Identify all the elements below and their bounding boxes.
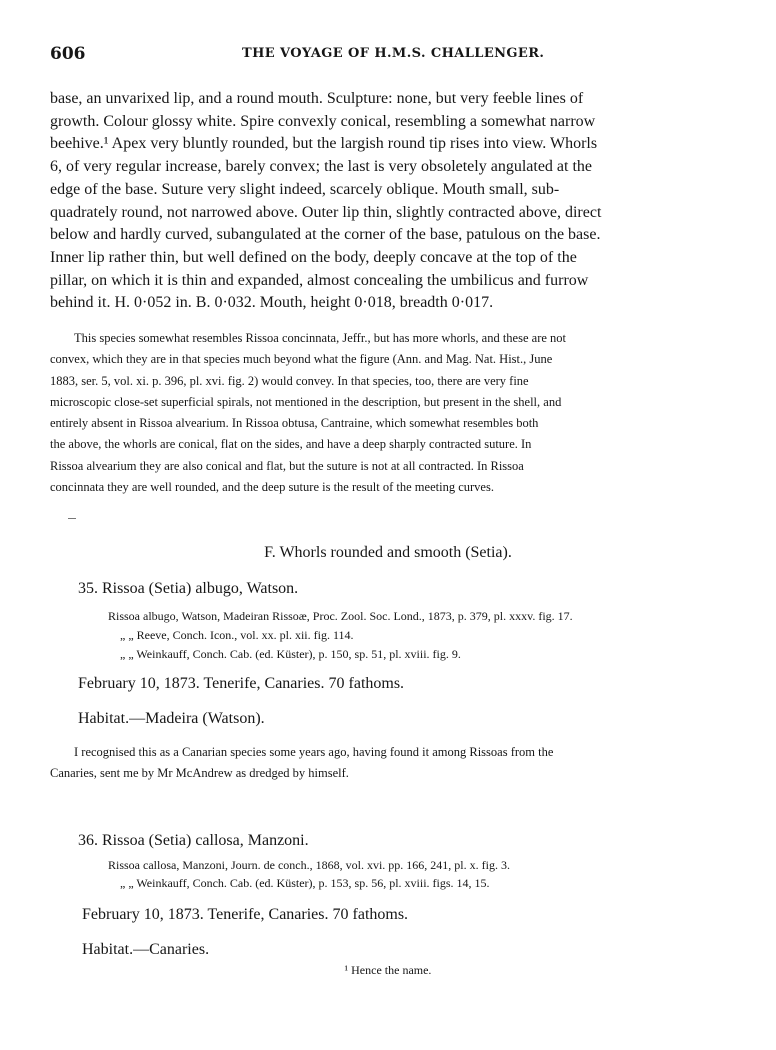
reference-line: „ „ Weinkauff, Conch. Cab. (ed. Küster), p. 153, sp. 56, pl. xviii. figs. 14, 15. — [120, 876, 490, 890]
description-line: 6, of very regular increase, barely convex; the last is very obsoletely angulated at the — [50, 158, 593, 176]
running-header — [50, 44, 726, 66]
description-line: beehive.¹ Apex very bluntly rounded, but the largish round tip rises into view. Whorls — [50, 135, 598, 153]
description-line: base, an unvarixed lip, and a round mouth. Sculpture: none, but very feeble lines of — [50, 90, 584, 107]
description-line: edge of the base. Suture very slight indeed, scarcely oblique. Mouth small, sub- — [50, 180, 560, 198]
reference-line: „ „ Reeve, Conch. Icon., vol. xx. pl. xii. fig. 114. — [120, 628, 354, 642]
description-line: pillar, on which it is thin and expanded, almost concealing the umbilicus and furrow — [50, 271, 589, 289]
description-line: quadrately round, not narrowed above. Outer lip thin, slightly contracted above, direct — [50, 203, 602, 221]
reference-line: Rissoa albugo, Watson, Madeiran Rissoæ, Proc. Zool. Soc. Lond., 1873, p. 379, pl. xxxv. fig. 17. — [108, 609, 573, 623]
note-line: microscopic close-set superficial spirals, not mentioned in the description, but present in the shell, and — [50, 394, 562, 409]
species-description — [50, 88, 726, 315]
note-line: Rissoa alvearium they are also conical and flat, but the suture is not at all contracted. In Rissoa — [50, 458, 524, 473]
footnote: ¹ Hence the name. — [344, 963, 432, 977]
note-line: This species somewhat resembles Rissoa concinnata, Jeffr., but has more whorls, and these are not — [74, 331, 567, 345]
remark-line: I recognised this as a Canarian species some years ago, having found it among Rissoas from the — [74, 745, 554, 759]
remark-line: Canaries, sent me by Mr McAndrew as dredged by himself. — [50, 766, 349, 781]
station-line: February 10, 1873. Tenerife, Canaries. 70 fathoms. — [82, 906, 409, 923]
species-title: 36. Rissoa (Setia) callosa, Manzoni. — [78, 832, 309, 849]
note-line: 1883, ser. 5, vol. xi. p. 396, pl. xvi. fig. 2) would convey. In that species, too, there are very fine — [50, 373, 529, 388]
note-line: entirely absent in Rissoa alvearium. In Rissoa obtusa, Cantraine, which somewhat resembles both — [50, 416, 539, 431]
section-heading: F. Whorls rounded and smooth (Setia). — [264, 544, 512, 561]
description-line: below and hardly curved, subangulated at the corner of the base, patulous on the base. — [50, 226, 601, 244]
reference-line: „ „ Weinkauff, Conch. Cab. (ed. Küster), p. 150, sp. 51, pl. xviii. fig. 9. — [120, 647, 461, 661]
habitat-line: Habitat.—Canaries. — [82, 941, 210, 958]
note-line: the above, the whorls are conical, flat on the sides, and have a deep sharply contracted suture. In — [50, 437, 532, 452]
species-title: 35. Rissoa (Setia) albugo, Watson. — [78, 580, 299, 597]
comparison-note — [50, 328, 726, 498]
description-line: Inner lip rather thin, but well defined on the body, deeply concave at the top of the — [50, 248, 577, 266]
habitat-line: Habitat.—Madeira (Watson). — [78, 710, 265, 727]
station-line: February 10, 1873. Tenerife, Canaries. 70 fathoms. — [78, 675, 405, 692]
running-title: THE VOYAGE OF H.M.S. CHALLENGER. — [242, 46, 545, 61]
reference-line: Rissoa callosa, Manzoni, Journ. de conch., 1868, vol. xvi. pp. 166, 241, pl. x. fig. 3. — [108, 858, 510, 872]
page-number: 606 — [50, 44, 86, 64]
note-line: convex, which they are in that species much beyond what the figure (Ann. and Mag. Nat. Hist., June — [50, 352, 553, 367]
species-remarks — [50, 742, 726, 785]
stray-mark — [68, 518, 76, 519]
note-line: concinnata they are well rounded, and the deep suture is the result of the meeting curves. — [50, 480, 494, 495]
description-line: behind it. H. 0·052 in. B. 0·032. Mouth, height 0·018, breadth 0·017. — [50, 294, 494, 312]
description-line: growth. Colour glossy white. Spire convexly conical, resembling a somewhat narrow — [50, 112, 596, 130]
